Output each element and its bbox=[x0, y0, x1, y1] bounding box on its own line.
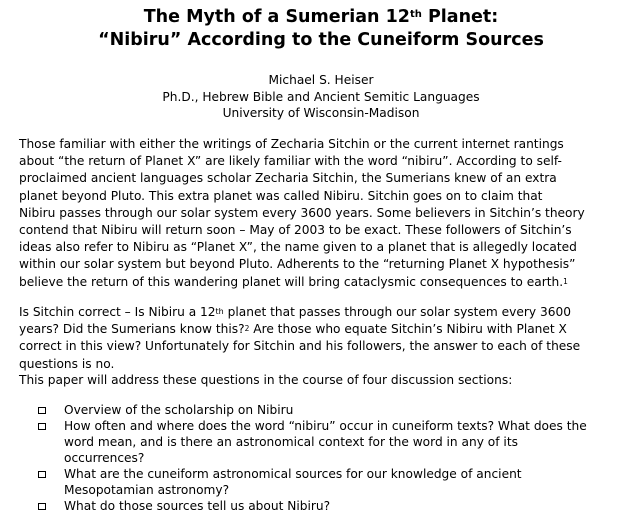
checkbox-bullet-icon bbox=[38, 407, 46, 414]
question-paragraph bbox=[19, 304, 634, 373]
paragraph-line: within our solar system but beyond Pluto. Adherents to the “returning Planet X hypothesis” bbox=[19, 257, 576, 272]
paragraph-line: questions is no. bbox=[19, 356, 115, 371]
document-title-line-1: The Myth of a Sumerian 12th Planet: bbox=[143, 7, 499, 27]
intro-paragraph bbox=[19, 136, 634, 291]
paragraph-line: years? Did the Sumerians know this?$^2$ Are those who equate Sitchin’s Nibiru with Planet X bbox=[19, 322, 567, 337]
list-item bbox=[38, 466, 638, 498]
footnote-marker: 2 bbox=[244, 324, 250, 334]
paragraph-line: proclaimed ancient languages scholar Zecharia Sitchin, the Sumerians knew of an extra bbox=[19, 171, 557, 186]
paragraph-line: ideas also refer to Nibiru as “Planet X”, the name given to a planet that is allegedly located bbox=[19, 240, 577, 255]
author-name: Michael S. Heiser bbox=[268, 73, 374, 87]
list-item bbox=[38, 418, 638, 466]
footnote-marker: 1 bbox=[563, 276, 568, 286]
author-university: University of Wisconsin-Madison bbox=[222, 106, 420, 120]
paragraph-line: Nibiru passes through our solar system every 3600 years. Some believers in Sitchin’s theory bbox=[19, 205, 585, 220]
list-item bbox=[38, 402, 638, 418]
list-item-text: How often and where does the word “nibiru” occur in cuneiform texts? What does the bbox=[64, 419, 587, 433]
sections-intro: This paper will address these questions in the course of four discussion sections: bbox=[19, 373, 513, 387]
paragraph-line: Those familiar with either the writings of Zecharia Sitchin or the current internet rantings bbox=[19, 137, 564, 151]
list-item-text: What do those sources tell us about Nibiru? bbox=[64, 499, 331, 513]
paragraph-line: believe the return of this wandering planet will bring cataclysmic consequences to earth.$^1$ bbox=[19, 274, 568, 289]
author-degree: Ph.D., Hebrew Bible and Ancient Semitic Languages bbox=[162, 90, 480, 104]
paragraph-line: planet beyond Pluto. This extra planet was called Nibiru. Sitchin goes on to claim that bbox=[19, 188, 543, 203]
checkbox-bullet-icon bbox=[38, 503, 46, 510]
checkbox-bullet-icon bbox=[38, 423, 46, 430]
ordinal-suffix: th bbox=[215, 307, 224, 316]
list-item-text: Overview of the scholarship on Nibiru bbox=[64, 403, 294, 417]
list-item-text: Mesopotamian astronomy? bbox=[64, 483, 230, 497]
checkbox-bullet-icon bbox=[38, 471, 46, 478]
paragraph-line: Is Sitchin correct – Is Nibiru a 12th planet that passes through our solar system every 3600 bbox=[19, 305, 571, 319]
list-item-text: word mean, and is there an astronomical context for the word in any of its bbox=[64, 435, 518, 449]
paragraph-line: about “the return of Planet X” are likely familiar with the word “nibiru”. According to self- bbox=[19, 154, 562, 169]
paragraph-line: contend that Nibiru will return soon – May of 2003 to be exact. These followers of Sitchin’s bbox=[19, 223, 572, 238]
title-ordinal-suffix: th bbox=[409, 9, 422, 20]
list-item-text: What are the cuneiform astronomical sources for our knowledge of ancient bbox=[64, 467, 522, 481]
paragraph-line: correct in this view? Unfortunately for Sitchin and his followers, the answer to each of these bbox=[19, 339, 581, 354]
list-item-text: occurrences? bbox=[64, 451, 145, 465]
document-title-line-2: “Nibiru” According to the Cuneiform Sources bbox=[98, 30, 544, 50]
list-item bbox=[38, 498, 638, 514]
